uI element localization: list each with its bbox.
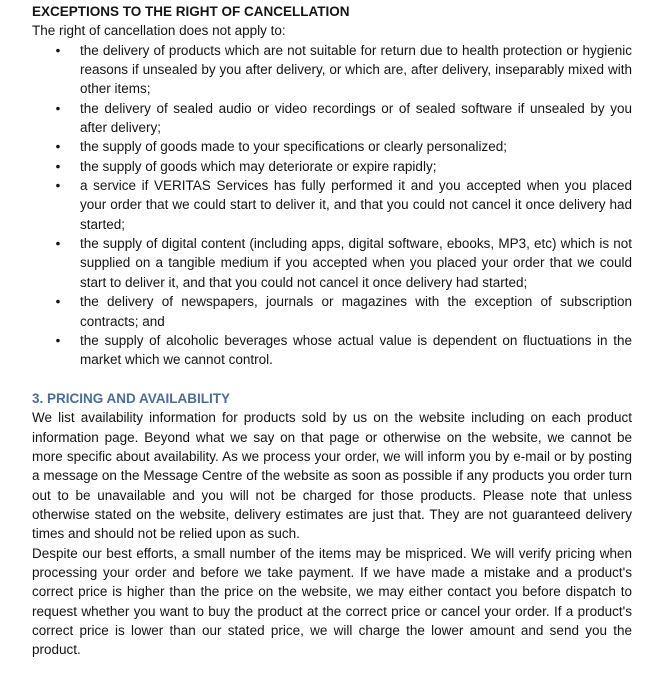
exceptions-section-heading: EXCEPTIONS TO THE RIGHT OF CANCELLATION	[32, 4, 350, 19]
pricing-paragraph-2: Despite our best efforts, a small number of the items may be mispriced. We will verify pricing when processing your order and before we take payment. If we have made a mistake and a product's correct price is higher than the price on the website, we may either contact you before dispatch to request whether you want to buy the product at the correct price or cancel your order. If a product's correct price is lower than our stated price, we will charge the lower amount and send you the product.	[32, 545, 632, 658]
pricing-section-heading: 3. PRICING AND AVAILABILITY	[32, 390, 231, 406]
exception-item-text: the supply of digital content (including apps, digital software, ebooks, MP3, etc) which is not supplied on a tangible medium if you accepted when you placed your order that we could start to deliver it, and that you could not cancel it once delivery had started;	[80, 236, 632, 290]
bullet-icon: ●	[55, 296, 61, 307]
bullet-icon: ●	[55, 102, 61, 113]
list-item	[32, 41, 632, 99]
exception-item-text: the delivery of sealed audio or video recordings or of sealed software if unsealed by you after delivery;	[80, 100, 632, 136]
exceptions-list	[32, 41, 632, 370]
bullet-icon: ●	[55, 238, 61, 249]
list-item	[32, 234, 632, 292]
list-item	[32, 176, 632, 234]
exception-item-text: a service if VERITAS Services has fully performed it and you accepted when you placed your order that we could start to deliver it, and that you could not cancel it once delivery had started;	[80, 178, 632, 232]
list-item	[32, 99, 632, 138]
pricing-paragraph-1: We list availability information for products sold by us on the website including on each product information page. Beyond what we say on that page or otherwise on the website, we cannot be more specific about availability. As we process your order, we will inform you by e-mail or by posting a message on the Message Centre of the website as soon as possible if any products you order turn out to be unavailable and you will not be charged for those products. Please note that unless otherwise stated on the website, delivery estimates are just that. They are not guaranteed delivery times and should not be relied upon as such.	[32, 410, 632, 542]
exception-item-text: the delivery of newspapers, journals or magazines with the exception of subscription contracts; and	[80, 294, 632, 329]
cancellation-intro-text: The right of cancellation does not apply to:	[32, 23, 286, 39]
bullet-icon: ●	[55, 334, 61, 345]
bullet-icon: ●	[55, 141, 61, 152]
bullet-icon: ●	[55, 160, 61, 171]
bullet-icon: ●	[55, 180, 61, 191]
exception-item-text: the supply of alcoholic beverages whose actual value is dependent on fluctuations in the market which we cannot control.	[80, 332, 632, 368]
bullet-icon: ●	[55, 44, 61, 55]
list-item	[32, 157, 632, 176]
list-item	[32, 292, 632, 331]
exception-item-text: the supply of goods made to your specifications or clearly personalized;	[80, 139, 507, 155]
list-item	[32, 331, 632, 370]
exception-item-text: the delivery of products which are not suitable for return due to health protection or hygienic reasons if unsealed by you after delivery, or which are, after delivery, inseparably mixed with other items;	[80, 42, 632, 97]
list-item	[32, 137, 632, 156]
exception-item-text: the supply of goods which may deteriorate or expire rapidly;	[80, 158, 437, 174]
